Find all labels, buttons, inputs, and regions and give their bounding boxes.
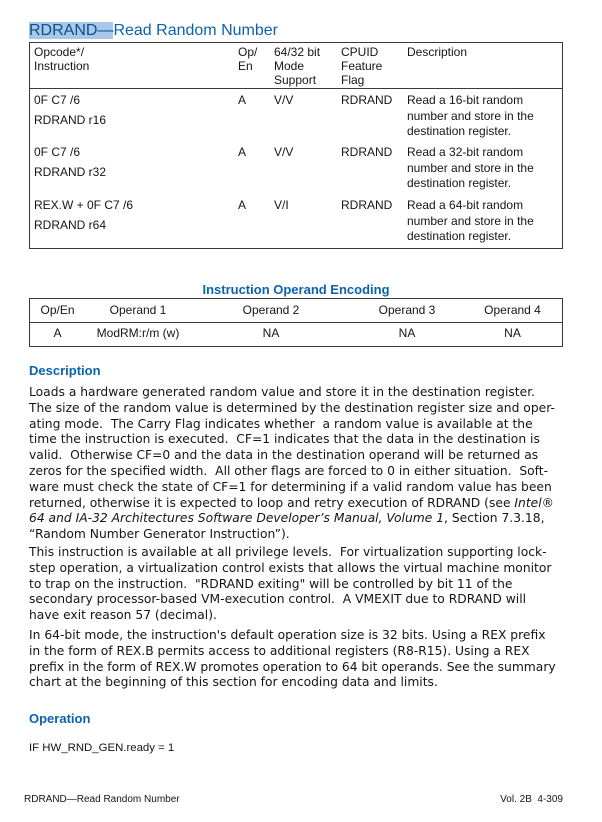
paragraph-line bbox=[29, 432, 569, 448]
paragraph-line bbox=[29, 385, 569, 401]
description-cell: Read a 32-bit random number and store in the destination register. bbox=[407, 145, 534, 190]
operand-encoding-table bbox=[29, 298, 563, 347]
header-operand-4: Operand 4 bbox=[484, 303, 541, 317]
selected-title-text: RDRAND— bbox=[29, 22, 114, 39]
text-run: secondary processor-based VM-execution control. A VMEXIT due to RDRAND will bbox=[29, 592, 527, 607]
paragraph-line bbox=[29, 628, 569, 644]
header-op-en: Op/En bbox=[40, 303, 75, 317]
operation-heading: Operation bbox=[29, 711, 91, 726]
header-operand-1: Operand 1 bbox=[109, 303, 167, 317]
header-divider bbox=[30, 88, 562, 89]
page-title bbox=[29, 21, 278, 41]
paragraph-line bbox=[29, 660, 569, 676]
mode-support-cell: V/I bbox=[274, 198, 289, 212]
header-line: Flag bbox=[341, 73, 365, 87]
header-line: Feature bbox=[341, 59, 383, 73]
op-en-cell: A bbox=[238, 93, 247, 107]
header-line: Opcode*/ bbox=[34, 45, 85, 59]
text-run: ware must check the state of CF=1 for determining if a valid random value has been bbox=[29, 479, 552, 494]
opcode: 0F C7 /6 bbox=[34, 93, 81, 107]
header-operand-3: Operand 3 bbox=[378, 303, 436, 317]
cpuid-cell: RDRAND bbox=[341, 93, 393, 107]
operand-3-cell: NA bbox=[398, 326, 416, 340]
instruction: RDRAND r16 bbox=[34, 113, 107, 127]
op-en-cell: A bbox=[238, 198, 247, 212]
header-line: Op/ bbox=[238, 45, 258, 59]
opcode-table bbox=[29, 42, 563, 249]
text-run: time the instruction is executed. CF=1 indicates that the data in the destination is bbox=[29, 432, 540, 447]
paragraph-line bbox=[29, 592, 569, 608]
text-run: In 64-bit mode, the instruction's default operation size is 32 bits. Using a REX prefix bbox=[29, 628, 546, 642]
description-cell: Read a 16-bit random number and store in the destination register. bbox=[407, 93, 534, 138]
paragraph-line bbox=[29, 401, 569, 417]
opcode-cell bbox=[34, 93, 106, 129]
paragraph-line bbox=[29, 608, 569, 624]
paragraph-line bbox=[29, 480, 569, 496]
header-line: Instruction bbox=[34, 59, 90, 73]
text-run: This instruction is available at all privilege levels. For virtualization supporting lock- bbox=[29, 545, 547, 559]
paragraph-line bbox=[29, 561, 569, 577]
opcode: REX.W + 0F C7 /6 bbox=[34, 198, 134, 212]
table-header-row bbox=[30, 303, 562, 317]
header-divider bbox=[30, 322, 562, 323]
instruction: RDRAND r64 bbox=[34, 218, 107, 232]
text-run: returned, otherwise it is expected to loop and retry execution of RDRAND (see bbox=[29, 495, 515, 510]
op-en-cell: A bbox=[53, 326, 62, 340]
paragraph-line bbox=[29, 644, 569, 660]
paragraph-line bbox=[29, 675, 569, 691]
operand-4-cell: NA bbox=[504, 326, 521, 340]
italic-text-run: 64 and IA-32 Architectures Software Developer’s Manual, Volume 1 bbox=[29, 511, 445, 526]
header-line: En bbox=[238, 59, 253, 73]
description-paragraph bbox=[29, 545, 569, 624]
header-cpuid-flag bbox=[341, 45, 382, 87]
cpuid-cell: RDRAND bbox=[341, 145, 393, 159]
header-line: CPUID bbox=[341, 45, 379, 59]
operand-1-cell: ModRM:r/m (w) bbox=[96, 326, 180, 340]
table-row bbox=[30, 326, 562, 340]
italic-text-run: Intel® bbox=[514, 495, 554, 510]
header-line: Support bbox=[274, 73, 317, 87]
text-run: step operation, a virtualization control exists that allows the virtual machine monitor bbox=[29, 560, 552, 575]
paragraph-line bbox=[29, 464, 569, 480]
text-run: “Random Number Generator Instruction”). bbox=[29, 527, 290, 542]
text-run: zeros for the specified width. All other flags are forced to 0 in either situation. Soft- bbox=[29, 463, 549, 478]
text-run: prefix in the form of REX.W promotes operation to 64 bit operands. See the summary bbox=[29, 659, 556, 674]
mode-support-cell: V/V bbox=[274, 93, 294, 107]
header-mode-support bbox=[274, 45, 320, 87]
mode-support-cell: V/V bbox=[274, 145, 294, 159]
paragraph-line bbox=[29, 448, 569, 464]
text-run: valid. Otherwise CF=0 and the data in the destination operand will be returned as bbox=[29, 448, 539, 463]
description-heading: Description bbox=[29, 363, 101, 378]
paragraph-line bbox=[29, 496, 569, 512]
text-run: ating mode. The Carry Flag indicates whether a random value is available at the bbox=[29, 416, 533, 431]
operand-encoding-title: Instruction Operand Encoding bbox=[202, 282, 390, 297]
text-run: Loads a hardware generated random value and store it in the destination register. bbox=[29, 385, 536, 399]
header-line: Mode bbox=[274, 59, 305, 73]
text-run: to trap on the instruction. "RDRAND exiting" will be controlled by bit 11 of the bbox=[29, 576, 513, 591]
description-paragraph bbox=[29, 385, 569, 543]
operand-2-cell: NA bbox=[262, 326, 280, 340]
paragraph-line bbox=[29, 545, 569, 561]
paragraph-line bbox=[29, 511, 569, 527]
cpuid-cell: RDRAND bbox=[341, 198, 393, 212]
text-run: , Section 7.3.18, bbox=[444, 511, 545, 526]
text-run: The size of the random value is determined by the destination register size and oper- bbox=[29, 400, 555, 415]
header-op-en bbox=[238, 45, 257, 73]
footer-page-number: Vol. 2B 4-309 bbox=[500, 794, 563, 805]
operation-code: IF HW_RND_GEN.ready = 1 bbox=[29, 742, 175, 754]
header-opcode-instruction bbox=[34, 45, 89, 73]
opcode-cell bbox=[34, 198, 133, 234]
header-line: 64/32 bit bbox=[274, 45, 321, 59]
header-description: Description bbox=[407, 45, 468, 59]
opcode: 0F C7 /6 bbox=[34, 145, 81, 159]
instruction: RDRAND r32 bbox=[34, 165, 107, 179]
description-paragraph bbox=[29, 628, 569, 691]
paragraph-line bbox=[29, 527, 569, 543]
paragraph-line bbox=[29, 577, 569, 593]
text-run: chart at the beginning of this section for encoding data and limits. bbox=[29, 675, 438, 690]
paragraph-line bbox=[29, 417, 569, 433]
header-operand-2: Operand 2 bbox=[242, 303, 300, 317]
text-run: have exit reason 57 (decimal). bbox=[29, 608, 217, 623]
op-en-cell: A bbox=[238, 145, 247, 159]
footer-section-title: RDRAND—Read Random Number bbox=[24, 794, 180, 805]
text-run: in the form of REX.B permits access to additional registers (R8-R15). Using a REX bbox=[29, 643, 530, 658]
opcode-cell bbox=[34, 145, 106, 181]
title-text: Read Random Number bbox=[113, 22, 278, 39]
description-cell: Read a 64-bit random number and store in the destination register. bbox=[407, 198, 534, 243]
